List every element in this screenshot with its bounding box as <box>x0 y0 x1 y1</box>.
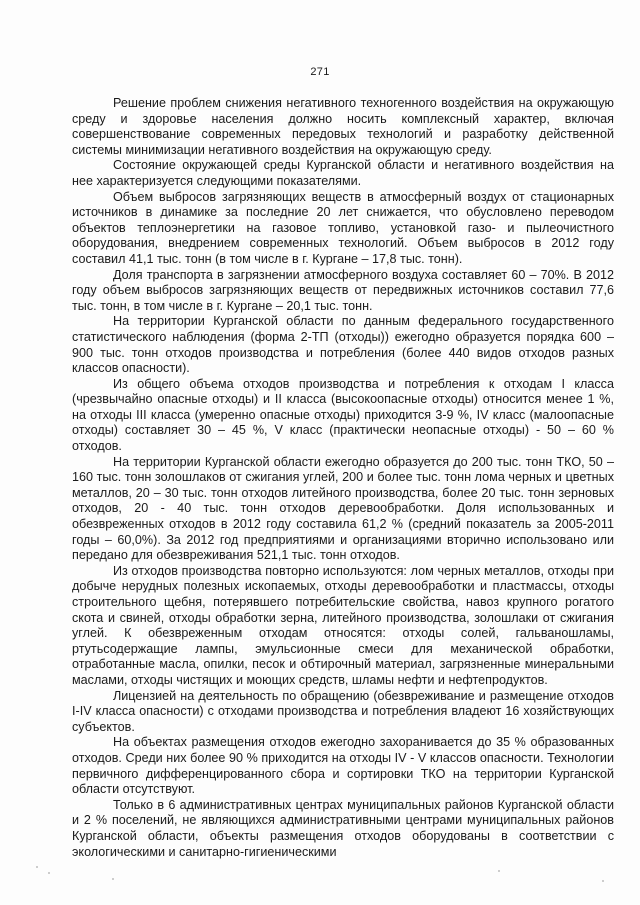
paragraph-7: На территории Курганской области ежегодно образуется до 200 тыс. тонн ТКО, 50 – 160 тыс. тонн золошлаков от сжигания углей, 200 и более тыс. тонн лома черных и цветных металлов, 20 – 30 тыс. тонн отходов литейного производства, более 20 тыс. тонн зерновых отходов, 20 - 40 тыс. тонн отходов деревообработки. Доля использованных и обезвреженных отходов в 2012 году составила 61,2 % (средний показатель за 2005-2011 годы – 60,0%). За 2012 год предприятиями и организациями вторично использовано или передано для обезвреживания 521,1 тыс. тонн отходов. <box>72 454 614 563</box>
scan-speck <box>602 880 604 882</box>
paragraph-5: На территории Курганской области по данным федерального государственного статистического наблюдения (форма 2-ТП (отходы)) ежегодно образуется порядка 600 – 900 тыс. тонн отходов производства и потребления (более 440 видов отходов разных классов опасности). <box>72 314 614 376</box>
paragraph-11: Только в 6 административных центрах муниципальных районов Курганской области и 2 % поселений, не являющихся административными центрами муниципальных районов Курганской области, объекты размещения отходов оборудованы в соответствии с экологическими и санитарно-гигиеническими <box>72 797 614 859</box>
document-body <box>72 96 614 860</box>
scan-speck <box>112 878 114 880</box>
scan-speck <box>48 872 50 874</box>
paragraph-4: Доля транспорта в загрязнении атмосферного воздуха составляет 60 – 70%. В 2012 году объем выбросов загрязняющих веществ от передвижных источников составил 77,6 тыс. тонн, в том числе в г. Кургане – 20,1 тыс. тонн. <box>72 267 614 313</box>
paragraph-6: Из общего объема отходов производства и потребления к отходам I класса (чрезвычайно опасные отходы) и II класса (высокоопасные отходы) относится менее 1 %, на отходы III класса (умеренно опасные отходы) приходится 3-9 %, IV класс (малоопасные отходы) составляет 30 – 45 %, V класс (практически неопасные отходы) - 50 – 60 % отходов. <box>72 376 614 454</box>
scan-speck <box>498 870 500 872</box>
paragraph-1: Решение проблем снижения негативного техногенного воздействия на окружающую среду и здоровье населения должно носить комплексный характер, включая совершенствование современных передовых технологий и разработку действенной системы минимизации негативного воздействия на окружающую среду. <box>72 96 614 157</box>
paragraph-3: Объем выбросов загрязняющих веществ в атмосферный воздух от стационарных источников в динамике за последние 20 лет снижается, что обусловлено переводом объектов теплоэнергетики на газовое топливо, установкой газо- и пылеочистного оборудования, внедрением современных технологий. Объем выбросов в 2012 году составил 41,1 тыс. тонн (в том числе в г. Кургане – 17,8 тыс. тонн). <box>72 189 614 266</box>
paragraph-10: На объектах размещения отходов ежегодно захоранивается до 35 % образованных отходов. Среди них более 90 % приходится на отходы IV - V классов опасности. Технологии первичного дифференцированного сбора и сортировки ТКО на территории Курганской области отсутствуют. <box>72 735 614 797</box>
page-number: 271 <box>310 66 330 78</box>
paragraph-8: Из отходов производства повторно используются: лом черных металлов, отходы при добыче нерудных полезных ископаемых, отходы деревообработки и пластмассы, отходы строительного щебня, потерявшего потребительские свойства, навоз крупного рогатого скота и свиней, отходы обработки зерна, литейного производства, золошлаки от сжигания углей. К обезвреженным отходам относятся: отходы солей, гальваношламы, ртутьсодержащие лампы, эмульсионные смеси для механической обработки, отработанные масла, опилки, песок и обтирочный материал, загрязненные минеральными маслами, отходы чистящих и моющих средств, шламы нефти и нефтепродуктов. <box>72 563 614 687</box>
paragraph-2: Состояние окружающей среды Курганской области и негативного воздействия на нее характеризуется следующими показателями. <box>72 158 614 188</box>
paragraph-9: Лицензией на деятельность по обращению (обезвреживание и размещение отходов I-IV класса опасности) с отходами производства и потребления владеют 16 хозяйствующих субъектов. <box>72 688 614 734</box>
scan-speck <box>36 866 38 868</box>
